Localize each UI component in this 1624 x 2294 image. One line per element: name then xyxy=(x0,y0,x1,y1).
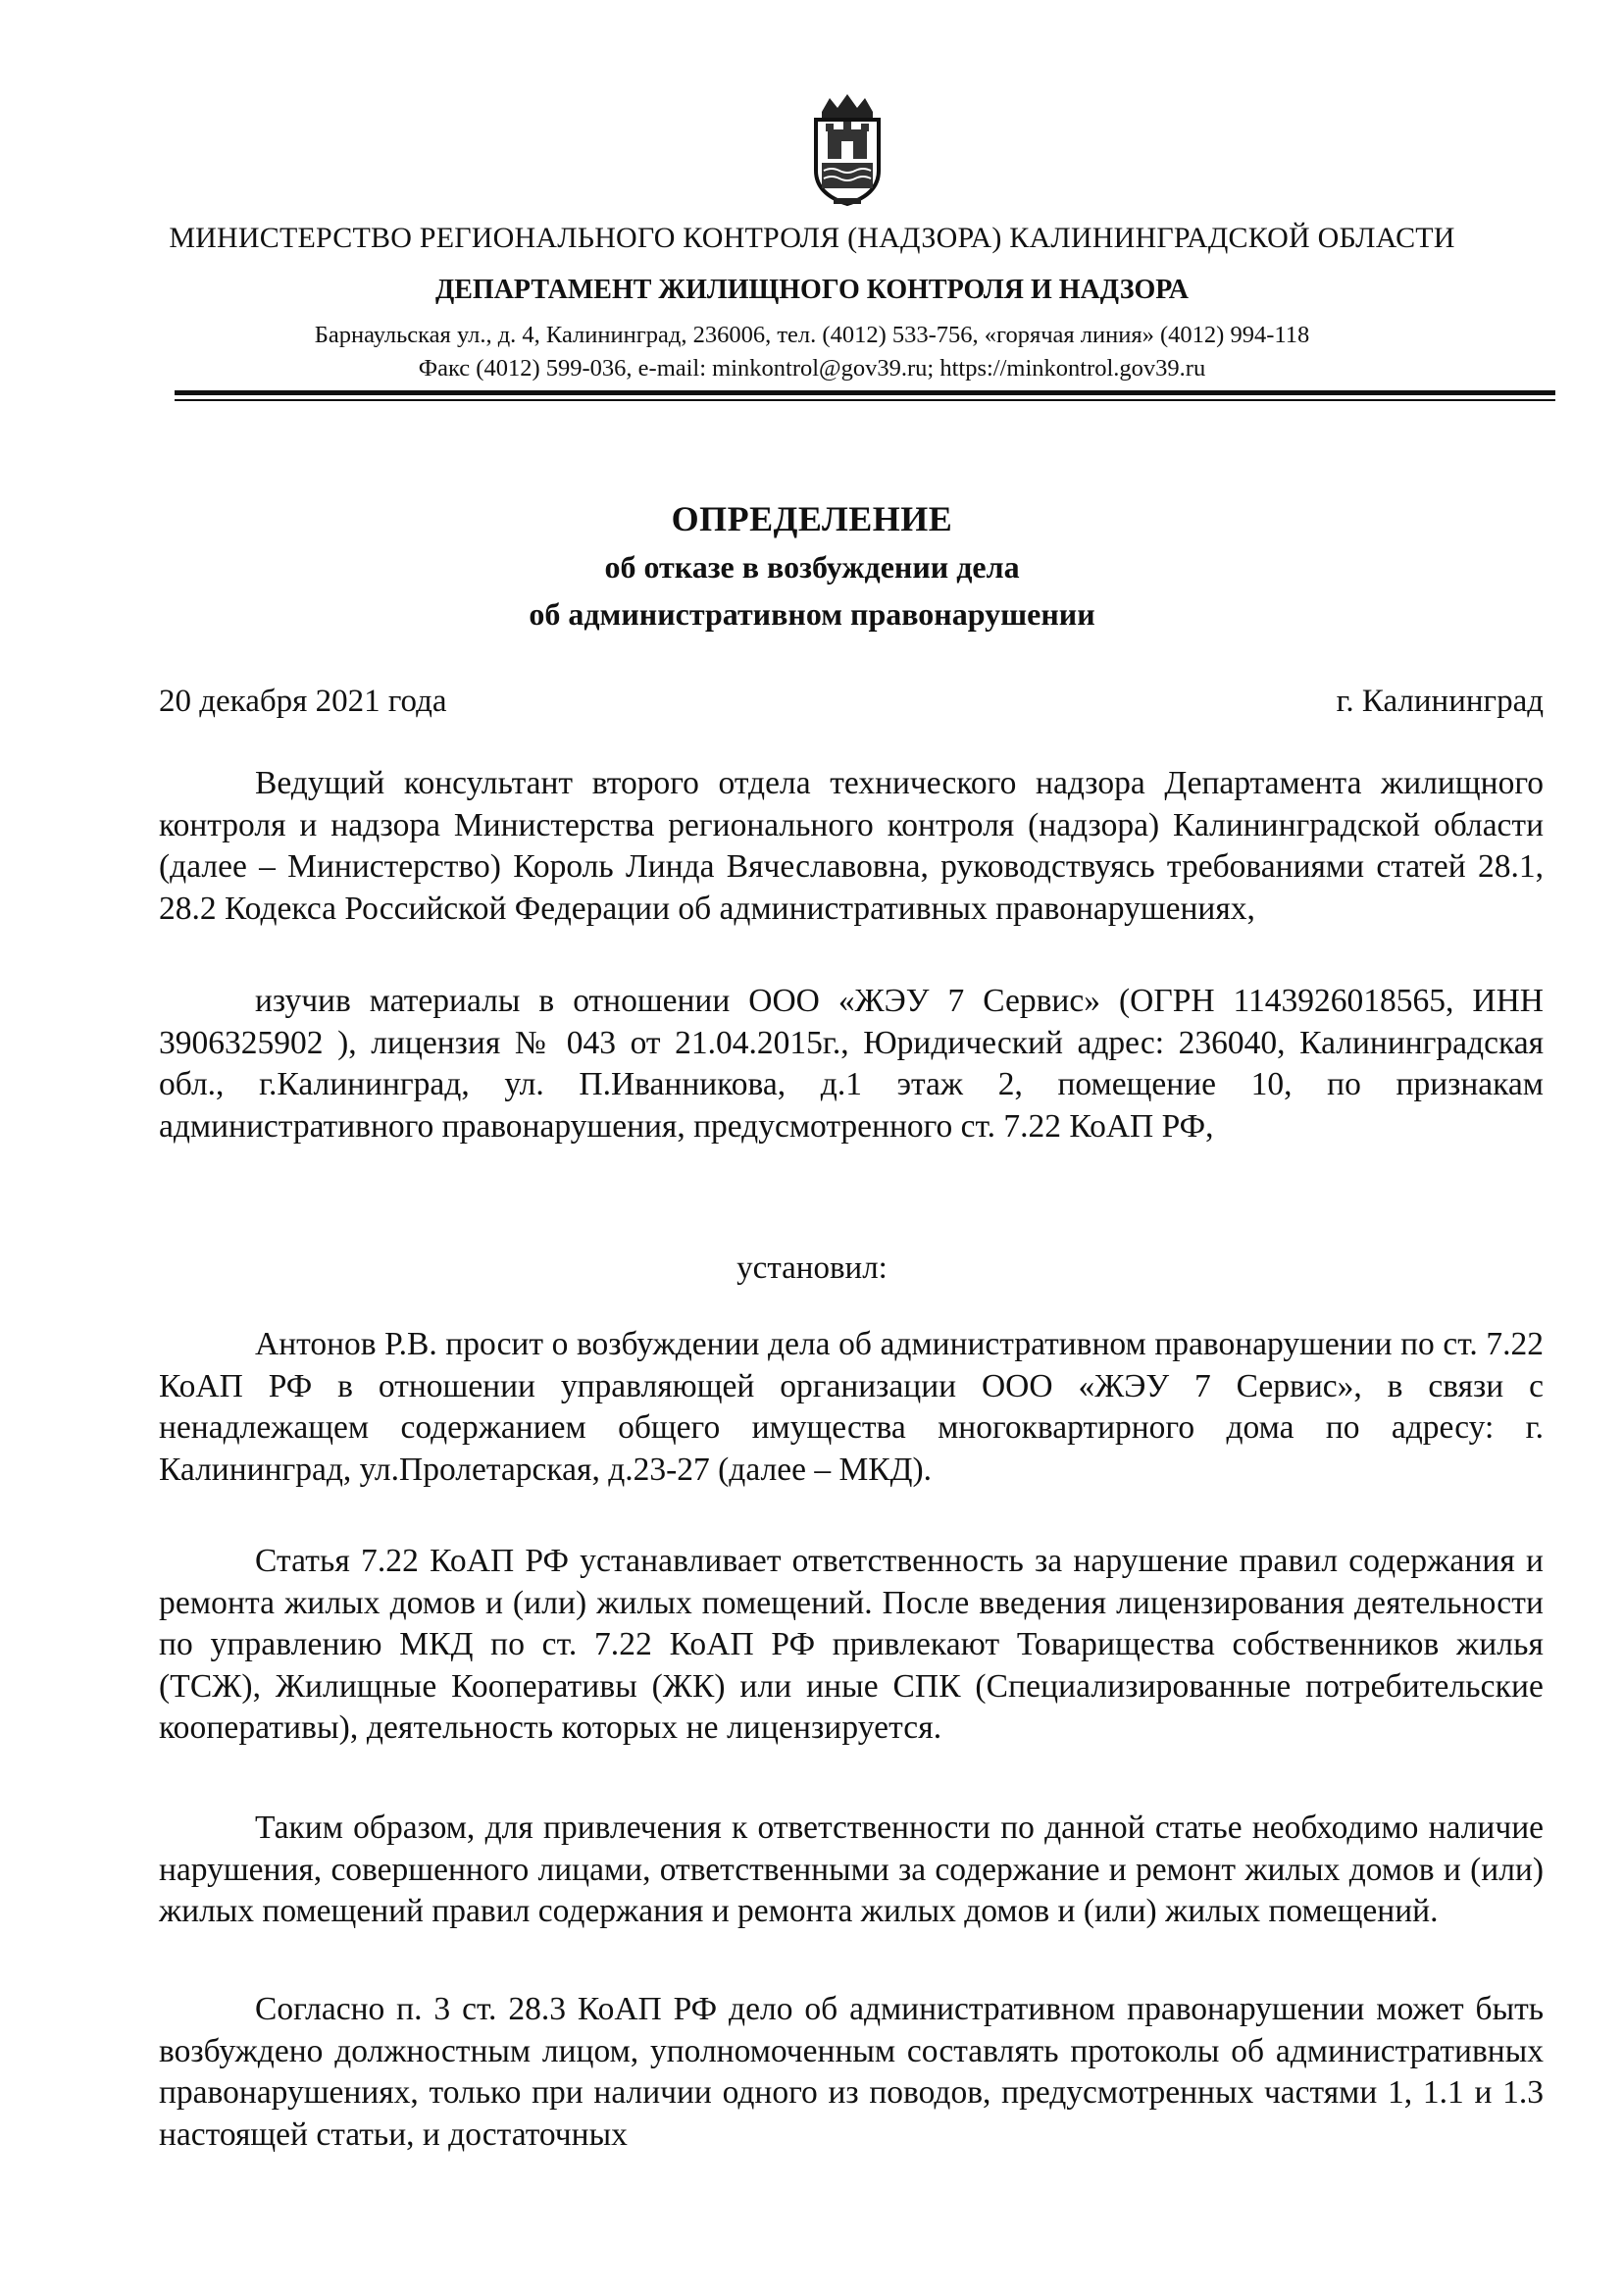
paragraph-official: Ведущий консультант второго отдела технического надзора Департамента жилищного контроля и надзора Министерства регионального контроля (надзора) Калининградской области (далее – Министерство) Король Линда Вячеславовна, руководствуясь требованиями статей 28.1, 28.2 Кодекса Российской Федерации об административных правонарушениях, xyxy=(159,765,1544,927)
ministry-name: МИНИСТЕРСТВО РЕГИОНАЛЬНОГО КОНТРОЛЯ (НАДЗОРА) КАЛИНИНГРАДСКОЙ ОБЛАСТИ xyxy=(169,222,1455,254)
department-name: ДЕПАРТАМЕНТ ЖИЛИЩНОГО КОНТРОЛЯ И НАДЗОРА xyxy=(434,275,1190,305)
paragraph-article: Статья 7.22 КоАП РФ устанавливает ответственность за нарушение правил содержания и ремонта жилых домов и (или) жилых помещений. После введения лицензирования деятельности по управлению МКД по ст. 7.22 КоАП РФ привлекают Товарищества собственников жилья (ТСЖ), Жилищные Кооперативы (ЖК) или иные СПК (Специализированные потребительские кооперативы), деятельность которых не лицензируется. xyxy=(159,1543,1544,1747)
coat-of-arms-icon xyxy=(804,90,890,208)
header-divider-thick xyxy=(175,390,1555,395)
document-title: ОПРЕДЕЛЕНИЕ xyxy=(671,499,953,538)
paragraph-complaint: Антонов Р.В. просит о возбуждении дела об административном правонарушении по ст. 7.22 КоАП РФ в отношении управляющей организации ООО «ЖЭУ 7 Сервис», в связи с ненадлежащем содержанием общего имущества многоквартирного дома по адресу: г. Калининград, ул.Пролетарская, д.23-27 (далее – МКД). xyxy=(159,1326,1544,1488)
header-divider-thin xyxy=(175,399,1555,401)
document-subtitle-line1: об отказе в возбуждении дела xyxy=(604,549,1020,585)
paragraph-procedure: Согласно п. 3 ст. 28.3 КоАП РФ дело об административном правонарушении может быть возбуждено должностным лицом, уполномоченным составлять протоколы об административных правонарушениях, только при наличии одного из поводов, предусмотренных частями 1, 1.1 и 1.3 настоящей статьи, и достаточных xyxy=(159,1991,1544,2153)
document-city: г. Калининград xyxy=(1336,684,1544,719)
contact-address: Барнаульская ул., д. 4, Калининград, 236006, тел. (4012) 533-756, «горячая линия» (4012) 994-118 xyxy=(314,322,1310,348)
paragraph-conclusion: Таким образом, для привлечения к ответственности по данной статье необходимо наличие нарушения, совершенного лицами, ответственными за содержание и ремонт жилых домов и (или) жилых помещений правил содержания и ремонта жилых домов и (или) жилых помещений. xyxy=(159,1810,1544,1930)
document-date: 20 декабря 2021 года xyxy=(159,684,447,719)
document-subtitle-line2: об административном правонарушении xyxy=(529,596,1095,632)
paragraph-materials: изучив материалы в отношении ООО «ЖЭУ 7 Сервис» (ОГРН 1143926018565, ИНН 3906325902 ), лицензия № 043 от 21.04.2015г., Юридический адрес: 236040, Калининградская обл., г.Калининград, ул. П.Иванникова, д.1 этаж 2, помещение 10, по признакам административного правонарушения, предусмотренного ст. 7.22 КоАП РФ, xyxy=(159,983,1544,1145)
contact-fax-email: Факс (4012) 599-036, e-mail: minkontrol@gov39.ru; https://minkontrol.gov39.ru xyxy=(418,355,1206,382)
established-heading: установил: xyxy=(736,1250,888,1286)
